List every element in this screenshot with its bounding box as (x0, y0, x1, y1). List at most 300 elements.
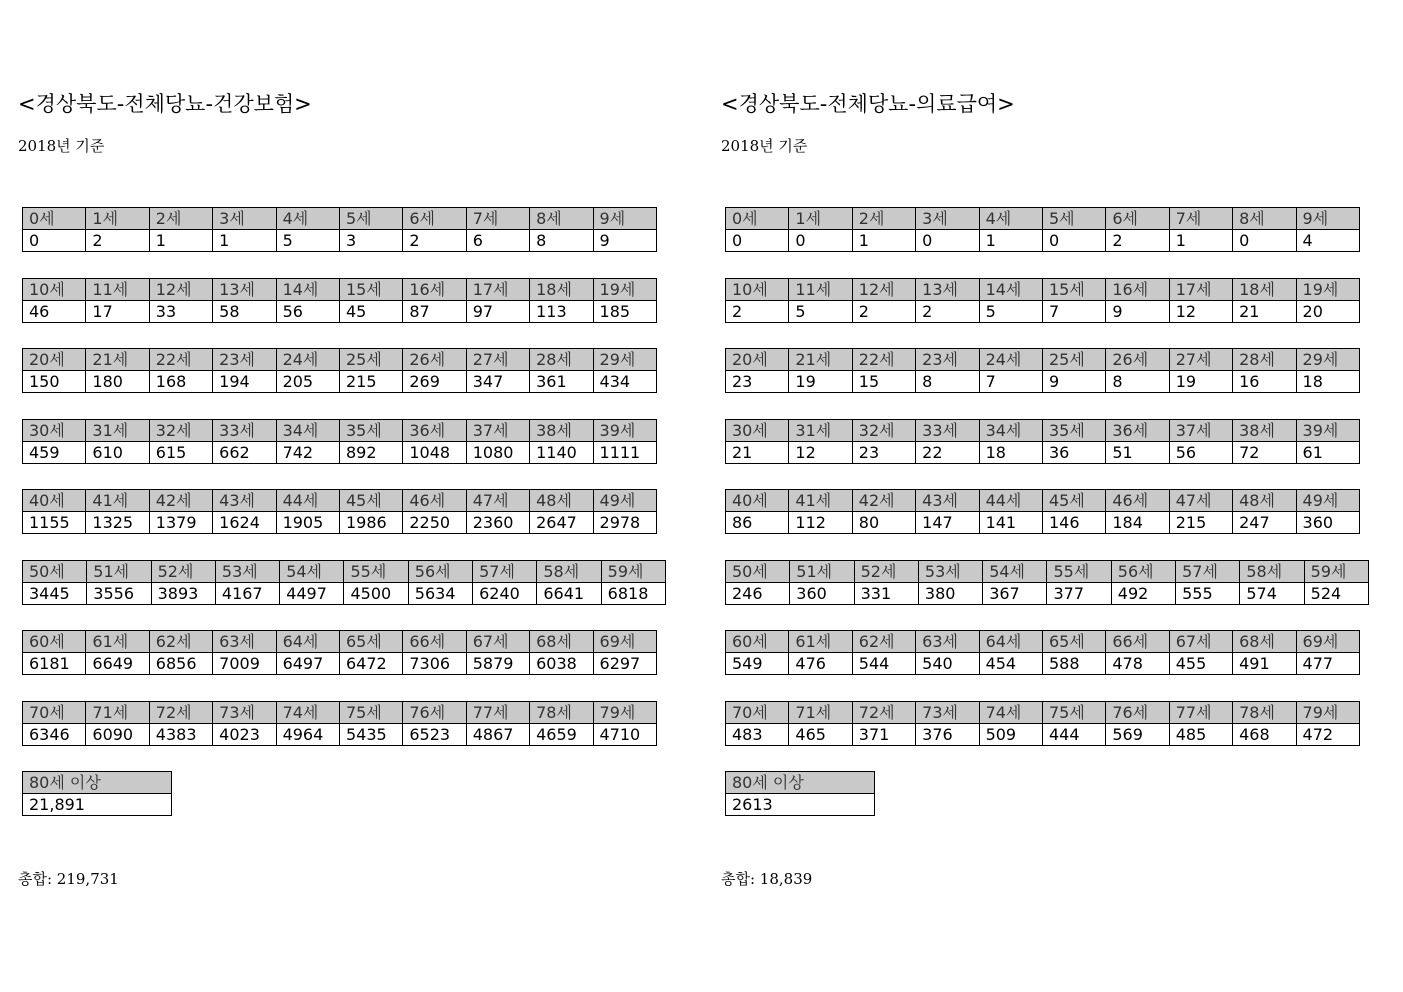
age-value-cell: 1 (852, 230, 915, 252)
age-value-cell: 1080 (466, 442, 529, 464)
age-label-cell: 26세 (403, 349, 466, 371)
age-label-cell: 61세 (789, 631, 852, 653)
age-label-cell: 3세 (916, 208, 979, 230)
age-value-cell: 2 (1106, 230, 1169, 252)
age-value-cell: 4497 (280, 583, 344, 605)
age-value-cell: 376 (916, 724, 979, 746)
age-value-cell: 6181 (23, 653, 86, 675)
age-label-cell: 69세 (593, 631, 656, 653)
age-label-cell: 48세 (530, 490, 593, 512)
age-label-cell: 36세 (1106, 420, 1169, 442)
age-value-cell: 6346 (23, 724, 86, 746)
age-label-cell: 78세 (1233, 702, 1296, 724)
age-label-cell: 27세 (466, 349, 529, 371)
age-label-cell: 50세 (23, 561, 87, 583)
age-label-cell: 22세 (852, 349, 915, 371)
age-label-cell: 14세 (979, 279, 1042, 301)
age-value-cell: 18 (1296, 371, 1359, 393)
age-value-cell: 6818 (601, 583, 665, 605)
age-label-cell: 45세 (339, 490, 402, 512)
age-value-cell: 45 (339, 301, 402, 323)
age-value-cell: 185 (593, 301, 656, 323)
age-label-cell: 24세 (276, 349, 339, 371)
age-value-cell: 540 (916, 653, 979, 675)
age-value-cell: 36 (1042, 442, 1105, 464)
age-value-cell: 4867 (466, 724, 529, 746)
age-label-cell: 44세 (979, 490, 1042, 512)
age-value-cell: 2 (403, 230, 466, 252)
age-label-cell: 9세 (1296, 208, 1359, 230)
age-label-cell: 3세 (213, 208, 276, 230)
age-value-cell: 465 (789, 724, 852, 746)
age-value-cell: 2 (86, 230, 149, 252)
age-value-cell: 194 (213, 371, 276, 393)
age-value-cell: 205 (276, 371, 339, 393)
age-value-cell: 524 (1304, 583, 1368, 605)
age-value-row (23, 301, 657, 323)
age-label-cell: 64세 (979, 631, 1042, 653)
age-label-cell: 47세 (1169, 490, 1232, 512)
age-value-row (23, 583, 666, 605)
age-header-row (726, 420, 1360, 442)
over80-value: 2613 (726, 794, 875, 816)
age-value-cell: 18 (979, 442, 1042, 464)
age-label-cell: 74세 (276, 702, 339, 724)
age-header-row (726, 279, 1360, 301)
age-label-cell: 58세 (1240, 561, 1304, 583)
age-value-cell: 367 (983, 583, 1047, 605)
age-label-cell: 65세 (1042, 631, 1105, 653)
age-label-cell: 54세 (280, 561, 344, 583)
age-label-cell: 10세 (23, 279, 86, 301)
age-value-cell: 6038 (530, 653, 593, 675)
age-value-cell: 2360 (466, 512, 529, 534)
over80-label: 80세 이상 (726, 772, 875, 794)
age-label-cell: 46세 (403, 490, 466, 512)
age-label-cell: 15세 (1042, 279, 1105, 301)
age-header-row (23, 490, 657, 512)
age-label-cell: 23세 (213, 349, 276, 371)
age-label-cell: 57세 (1176, 561, 1240, 583)
age-label-cell: 37세 (1169, 420, 1232, 442)
age-value-cell: 215 (339, 371, 402, 393)
age-label-cell: 67세 (466, 631, 529, 653)
age-group-table (22, 278, 657, 323)
age-label-cell: 41세 (789, 490, 852, 512)
age-value-cell: 86 (726, 512, 789, 534)
age-value-cell: 4023 (213, 724, 276, 746)
age-label-cell: 68세 (530, 631, 593, 653)
age-value-cell: 6856 (149, 653, 212, 675)
age-label-cell: 59세 (601, 561, 665, 583)
age-value-cell: 215 (1169, 512, 1232, 534)
age-label-cell: 70세 (23, 702, 86, 724)
age-value-cell: 46 (23, 301, 86, 323)
age-value-cell: 4710 (593, 724, 656, 746)
age-value-cell: 2 (726, 301, 789, 323)
age-value-cell: 15 (852, 371, 915, 393)
age-value-cell: 87 (403, 301, 466, 323)
age-value-cell: 485 (1169, 724, 1232, 746)
age-value-cell: 544 (852, 653, 915, 675)
age-group-table (22, 348, 657, 393)
age-label-cell: 38세 (1233, 420, 1296, 442)
age-header-row (726, 490, 1360, 512)
age-value-cell: 4 (1296, 230, 1359, 252)
age-value-cell: 6 (466, 230, 529, 252)
age-label-cell: 48세 (1233, 490, 1296, 512)
age-label-cell: 78세 (530, 702, 593, 724)
age-header-row (23, 208, 657, 230)
age-value-cell: 1048 (403, 442, 466, 464)
age-label-cell: 19세 (1296, 279, 1359, 301)
age-label-cell: 31세 (86, 420, 149, 442)
age-label-cell: 2세 (852, 208, 915, 230)
age-value-row (726, 583, 1369, 605)
age-value-cell: 5879 (466, 653, 529, 675)
age-label-cell: 72세 (852, 702, 915, 724)
age-label-cell: 40세 (23, 490, 86, 512)
age-value-cell: 2978 (593, 512, 656, 534)
age-label-cell: 52세 (151, 561, 215, 583)
age-value-cell: 8 (530, 230, 593, 252)
age-value-cell: 5 (979, 301, 1042, 323)
age-value-cell: 5 (789, 301, 852, 323)
age-value-cell: 7 (979, 371, 1042, 393)
age-label-cell: 60세 (726, 631, 789, 653)
age-group-table (725, 348, 1360, 393)
age-value-cell: 61 (1296, 442, 1359, 464)
age-label-cell: 66세 (1106, 631, 1169, 653)
age-value-cell: 246 (726, 583, 790, 605)
age-value-cell: 1 (149, 230, 212, 252)
age-label-cell: 4세 (276, 208, 339, 230)
age-value-cell: 1111 (593, 442, 656, 464)
age-value-cell: 184 (1106, 512, 1169, 534)
age-label-cell: 31세 (789, 420, 852, 442)
age-label-cell: 28세 (530, 349, 593, 371)
age-value-cell: 3556 (87, 583, 151, 605)
age-value-cell: 483 (726, 724, 789, 746)
age-value-cell: 3 (339, 230, 402, 252)
age-value-cell: 1 (979, 230, 1042, 252)
age-header-row (23, 279, 657, 301)
panel-health-insurance (0, 0, 700, 992)
age-label-cell: 38세 (530, 420, 593, 442)
age-value-cell: 20 (1296, 301, 1359, 323)
age-label-cell: 67세 (1169, 631, 1232, 653)
age-label-cell: 59세 (1304, 561, 1368, 583)
age-value-row (23, 371, 657, 393)
age-value-cell: 662 (213, 442, 276, 464)
age-label-cell: 72세 (149, 702, 212, 724)
age-label-cell: 2세 (149, 208, 212, 230)
age-value-cell: 555 (1176, 583, 1240, 605)
age-value-cell: 22 (916, 442, 979, 464)
age-label-cell: 13세 (213, 279, 276, 301)
age-value-cell: 56 (276, 301, 339, 323)
age-value-cell: 269 (403, 371, 466, 393)
age-value-cell: 1624 (213, 512, 276, 534)
age-value-cell: 150 (23, 371, 86, 393)
age-value-row (726, 371, 1360, 393)
age-value-cell: 478 (1106, 653, 1169, 675)
over80-table (22, 771, 172, 816)
age-value-row (23, 442, 657, 464)
age-value-cell: 5435 (339, 724, 402, 746)
age-value-row (23, 724, 657, 746)
age-label-cell: 13세 (916, 279, 979, 301)
age-value-cell: 377 (1047, 583, 1111, 605)
age-value-cell: 8 (1106, 371, 1169, 393)
age-label-cell: 12세 (149, 279, 212, 301)
age-value-row (23, 512, 657, 534)
age-value-cell: 4500 (344, 583, 408, 605)
age-label-cell: 22세 (149, 349, 212, 371)
age-value-cell: 1140 (530, 442, 593, 464)
age-label-cell: 1세 (789, 208, 852, 230)
age-label-cell: 26세 (1106, 349, 1169, 371)
basis-year: 2018년 기준 (721, 137, 808, 155)
age-label-cell: 49세 (1296, 490, 1359, 512)
age-label-cell: 55세 (1047, 561, 1111, 583)
age-header-row (726, 631, 1360, 653)
age-value-cell: 459 (23, 442, 86, 464)
age-value-cell: 2 (852, 301, 915, 323)
age-label-cell: 16세 (403, 279, 466, 301)
age-value-cell: 4659 (530, 724, 593, 746)
age-value-cell: 6090 (86, 724, 149, 746)
age-value-cell: 509 (979, 724, 1042, 746)
age-label-cell: 52세 (854, 561, 918, 583)
age-label-cell: 63세 (916, 631, 979, 653)
age-value-cell: 0 (789, 230, 852, 252)
age-label-cell: 44세 (276, 490, 339, 512)
age-value-cell: 23 (852, 442, 915, 464)
age-label-cell: 58세 (537, 561, 601, 583)
age-label-cell: 5세 (1042, 208, 1105, 230)
age-value-cell: 477 (1296, 653, 1359, 675)
age-label-cell: 18세 (1233, 279, 1296, 301)
age-label-cell: 5세 (339, 208, 402, 230)
age-value-cell: 0 (916, 230, 979, 252)
page-title: <경상북도-전체당뇨-의료급여> (721, 92, 1015, 116)
age-value-cell: 4964 (276, 724, 339, 746)
age-value-cell: 331 (854, 583, 918, 605)
age-value-cell: 97 (466, 301, 529, 323)
age-label-cell: 10세 (726, 279, 789, 301)
age-label-cell: 11세 (789, 279, 852, 301)
age-label-cell: 35세 (1042, 420, 1105, 442)
age-value-cell: 371 (852, 724, 915, 746)
age-value-cell: 9 (1042, 371, 1105, 393)
age-value-cell: 6523 (403, 724, 466, 746)
age-value-cell: 80 (852, 512, 915, 534)
age-label-cell: 29세 (1296, 349, 1359, 371)
age-label-cell: 7세 (466, 208, 529, 230)
age-value-cell: 51 (1106, 442, 1169, 464)
age-label-cell: 28세 (1233, 349, 1296, 371)
age-value-cell: 0 (726, 230, 789, 252)
age-label-cell: 6세 (1106, 208, 1169, 230)
age-value-cell: 455 (1169, 653, 1232, 675)
page-title: <경상북도-전체당뇨-건강보험> (18, 92, 312, 116)
age-value-row (726, 724, 1360, 746)
age-label-cell: 68세 (1233, 631, 1296, 653)
age-label-cell: 18세 (530, 279, 593, 301)
age-value-row (726, 301, 1360, 323)
age-label-cell: 20세 (23, 349, 86, 371)
age-value-cell: 0 (23, 230, 86, 252)
age-value-cell: 4383 (149, 724, 212, 746)
age-label-cell: 25세 (339, 349, 402, 371)
age-value-cell: 1379 (149, 512, 212, 534)
age-label-cell: 76세 (1106, 702, 1169, 724)
age-label-cell: 42세 (149, 490, 212, 512)
age-label-cell: 32세 (149, 420, 212, 442)
age-label-cell: 53세 (918, 561, 982, 583)
age-label-cell: 30세 (23, 420, 86, 442)
age-value-cell: 347 (466, 371, 529, 393)
age-value-cell: 2647 (530, 512, 593, 534)
age-label-cell: 57세 (473, 561, 537, 583)
age-group-table (22, 489, 657, 534)
age-value-cell: 0 (1042, 230, 1105, 252)
age-value-cell: 5634 (408, 583, 472, 605)
age-value-cell: 6297 (593, 653, 656, 675)
age-label-cell: 30세 (726, 420, 789, 442)
age-value-cell: 247 (1233, 512, 1296, 534)
age-value-cell: 113 (530, 301, 593, 323)
age-value-cell: 168 (149, 371, 212, 393)
age-value-cell: 742 (276, 442, 339, 464)
age-label-cell: 73세 (213, 702, 276, 724)
age-value-cell: 56 (1169, 442, 1232, 464)
age-value-cell: 472 (1296, 724, 1359, 746)
age-label-cell: 70세 (726, 702, 789, 724)
age-label-cell: 51세 (790, 561, 854, 583)
age-header-row (726, 349, 1360, 371)
age-group-table (725, 489, 1360, 534)
age-label-cell: 56세 (408, 561, 472, 583)
age-label-cell: 34세 (979, 420, 1042, 442)
age-value-cell: 19 (1169, 371, 1232, 393)
total-sum: 총합: 18,839 (721, 870, 813, 888)
age-value-cell: 19 (789, 371, 852, 393)
age-value-cell: 3445 (23, 583, 87, 605)
age-label-cell: 25세 (1042, 349, 1105, 371)
age-label-cell: 0세 (726, 208, 789, 230)
age-value-cell: 6497 (276, 653, 339, 675)
age-label-cell: 33세 (916, 420, 979, 442)
age-value-cell: 7306 (403, 653, 466, 675)
age-label-cell: 0세 (23, 208, 86, 230)
basis-year: 2018년 기준 (18, 137, 105, 155)
age-label-cell: 23세 (916, 349, 979, 371)
age-value-cell: 0 (1233, 230, 1296, 252)
age-header-row (23, 561, 666, 583)
age-value-cell: 615 (149, 442, 212, 464)
age-value-cell: 112 (789, 512, 852, 534)
age-value-cell: 17 (86, 301, 149, 323)
age-value-cell: 1905 (276, 512, 339, 534)
total-sum: 총합: 219,731 (18, 870, 119, 888)
age-header-row (23, 420, 657, 442)
age-value-cell: 12 (1169, 301, 1232, 323)
age-value-cell: 33 (149, 301, 212, 323)
age-value-cell: 6240 (473, 583, 537, 605)
age-label-cell: 39세 (593, 420, 656, 442)
age-label-cell: 75세 (339, 702, 402, 724)
over80-table (725, 771, 875, 816)
age-label-cell: 51세 (87, 561, 151, 583)
over80-label: 80세 이상 (23, 772, 172, 794)
age-group-table (22, 207, 657, 252)
age-value-cell: 4167 (215, 583, 279, 605)
age-label-cell: 60세 (23, 631, 86, 653)
age-header-row (23, 631, 657, 653)
age-value-cell: 360 (790, 583, 854, 605)
age-label-cell: 55세 (344, 561, 408, 583)
age-value-cell: 5 (276, 230, 339, 252)
age-value-cell: 588 (1042, 653, 1105, 675)
age-label-cell: 61세 (86, 631, 149, 653)
age-value-cell: 569 (1106, 724, 1169, 746)
age-header-row (726, 208, 1360, 230)
age-label-cell: 63세 (213, 631, 276, 653)
age-value-cell: 468 (1233, 724, 1296, 746)
age-label-cell: 74세 (979, 702, 1042, 724)
age-value-cell: 8 (916, 371, 979, 393)
age-label-cell: 21세 (86, 349, 149, 371)
age-label-cell: 56세 (1111, 561, 1175, 583)
age-label-cell: 53세 (215, 561, 279, 583)
age-label-cell: 15세 (339, 279, 402, 301)
age-label-cell: 69세 (1296, 631, 1359, 653)
age-label-cell: 76세 (403, 702, 466, 724)
age-label-cell: 6세 (403, 208, 466, 230)
age-label-cell: 17세 (1169, 279, 1232, 301)
age-value-cell: 892 (339, 442, 402, 464)
age-label-cell: 29세 (593, 349, 656, 371)
age-group-table (22, 560, 666, 605)
age-label-cell: 75세 (1042, 702, 1105, 724)
age-value-cell: 1 (213, 230, 276, 252)
age-value-cell: 1155 (23, 512, 86, 534)
age-value-row (23, 653, 657, 675)
age-value-cell: 1 (1169, 230, 1232, 252)
age-value-cell: 549 (726, 653, 789, 675)
age-value-cell: 9 (1106, 301, 1169, 323)
age-header-row (726, 561, 1369, 583)
age-value-cell: 21 (726, 442, 789, 464)
age-header-row (23, 349, 657, 371)
age-label-cell: 79세 (593, 702, 656, 724)
age-label-cell: 62세 (149, 631, 212, 653)
age-group-table (22, 630, 657, 675)
age-group-table (725, 560, 1369, 605)
age-label-cell: 4세 (979, 208, 1042, 230)
age-label-cell: 16세 (1106, 279, 1169, 301)
age-value-cell: 7009 (213, 653, 276, 675)
age-value-cell: 444 (1042, 724, 1105, 746)
age-group-table (725, 630, 1360, 675)
age-label-cell: 36세 (403, 420, 466, 442)
age-value-cell: 21 (1233, 301, 1296, 323)
age-value-row (726, 442, 1360, 464)
age-label-cell: 7세 (1169, 208, 1232, 230)
age-label-cell: 33세 (213, 420, 276, 442)
